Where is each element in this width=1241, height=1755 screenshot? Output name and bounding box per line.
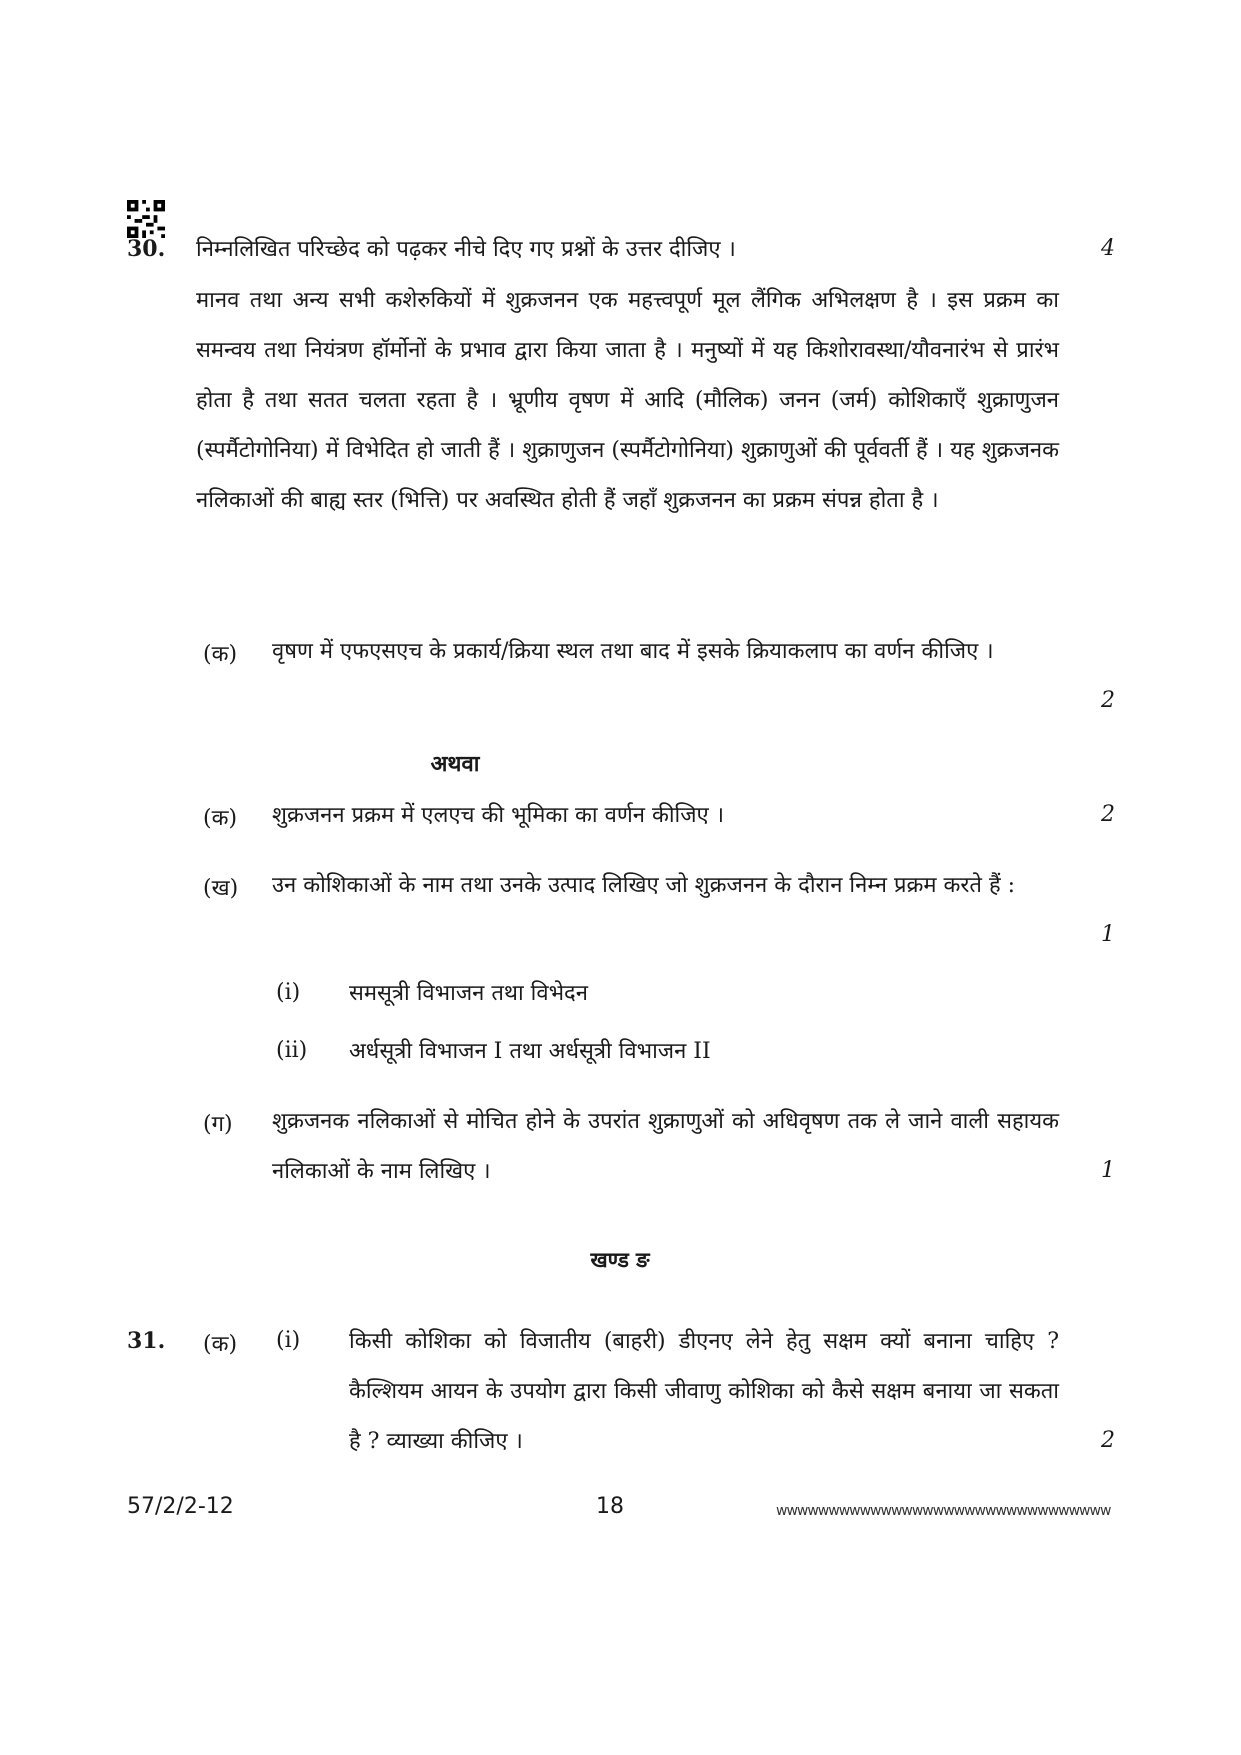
part-text: शुक्रजनन प्रक्रम में एलएच की भूमिका का वर्णन कीजिए । [272, 803, 725, 828]
passage: मानव तथा अन्य सभी कशेरुकियों में शुक्रजनन एक महत्त्वपूर्ण मूल लैंगिक अभिलक्षण है । इस प्रक्रम का समन्वय तथा नियंत्रण हॉर्मोनों के प्रभाव द्वारा किया जाता है । मनुष्यों में यह किशोरावस्था/यौवनारंभ से प्रारंभ होता है तथा सतत चलता रहता है । भ्रूणीय वृषण में आदि (मौलिक) जनन (जर्म) कोशिकाएँ शुक्राणुजन (स्पर्मैटोगोनिया) में विभेदित हो जाती हैं । शुक्राणुजन (स्पर्मैटोगोनिया) शुक्राणुओं की पूर्ववर्ती हैं । यह शुक्रजनक नलिकाओं की बाह्य स्तर (भित्ति) पर अवस्थित होती हैं जहाँ शुक्रजनन का प्रक्रम संपन्न होता है । [196, 288, 1059, 513]
part-label: (क) [203, 642, 238, 667]
or-heading: अथवा [430, 751, 480, 777]
subpart-label: (i) [276, 980, 301, 1005]
marks: 2 [1101, 802, 1115, 827]
question-number: 31. [127, 1328, 166, 1354]
subpart-label: (i) [276, 1328, 301, 1353]
section-heading: खण्ड ङ [590, 1247, 650, 1272]
page-number: 18 [596, 1494, 624, 1519]
part-label: (ग) [203, 1112, 233, 1137]
qr-code-icon [127, 200, 165, 238]
part-label: (क) [203, 806, 238, 831]
subpart-text: अर्धसूत्री विभाजन I तथा अर्धसूत्री विभाजन II [349, 1039, 711, 1064]
wavy-mark: ᴡᴡᴡᴡᴡᴡᴡᴡᴡᴡᴡᴡᴡᴡᴡᴡᴡᴡᴡᴡᴡᴡᴡᴡᴡᴡᴡᴡᴡᴡᴡᴡ [776, 1503, 1111, 1519]
question-text: किसी कोशिका को विजातीय (बाहरी) डीएनए लेने हेतु सक्षम क्यों बनाना चाहिए ? कैल्शियम आयन के उपयोग द्वारा किसी जीवाणु कोशिका को कैसे सक्षम बनाया जा सकता है ? व्याख्या कीजिए । [349, 1329, 1059, 1454]
marks: 1 [1101, 922, 1115, 947]
marks: 2 [1101, 688, 1115, 713]
question-instruction: निम्नलिखित परिच्छेद को पढ़कर नीचे दिए गए प्रश्नों के उत्तर दीजिए । [196, 237, 736, 262]
marks: 2 [1101, 1428, 1115, 1453]
subpart-text: समसूत्री विभाजन तथा विभेदन [349, 981, 588, 1006]
paper-code: 57/2/2-12 [127, 1494, 234, 1519]
part-text: शुक्रजनक नलिकाओं से मोचित होने के उपरांत शुक्राणुओं को अधिवृषण तक ले जाने वाली सहायक नलिकाओं के नाम लिखिए । [272, 1109, 1059, 1184]
question-number: 30. [127, 236, 166, 262]
marks: 1 [1101, 1158, 1115, 1183]
subpart-label: (ii) [276, 1038, 308, 1063]
part-text: उन कोशिकाओं के नाम तथा उनके उत्पाद लिखिए जो शुक्रजनन के दौरान निम्न प्रक्रम करते हैं : [272, 873, 1016, 898]
part-text: वृषण में एफएसएच के प्रकार्य/क्रिया स्थल तथा बाद में इसके क्रियाकलाप का वर्णन कीजिए । [272, 639, 994, 664]
marks: 4 [1101, 236, 1115, 261]
part-label: (ख) [203, 876, 239, 901]
part-label: (क) [203, 1332, 238, 1357]
